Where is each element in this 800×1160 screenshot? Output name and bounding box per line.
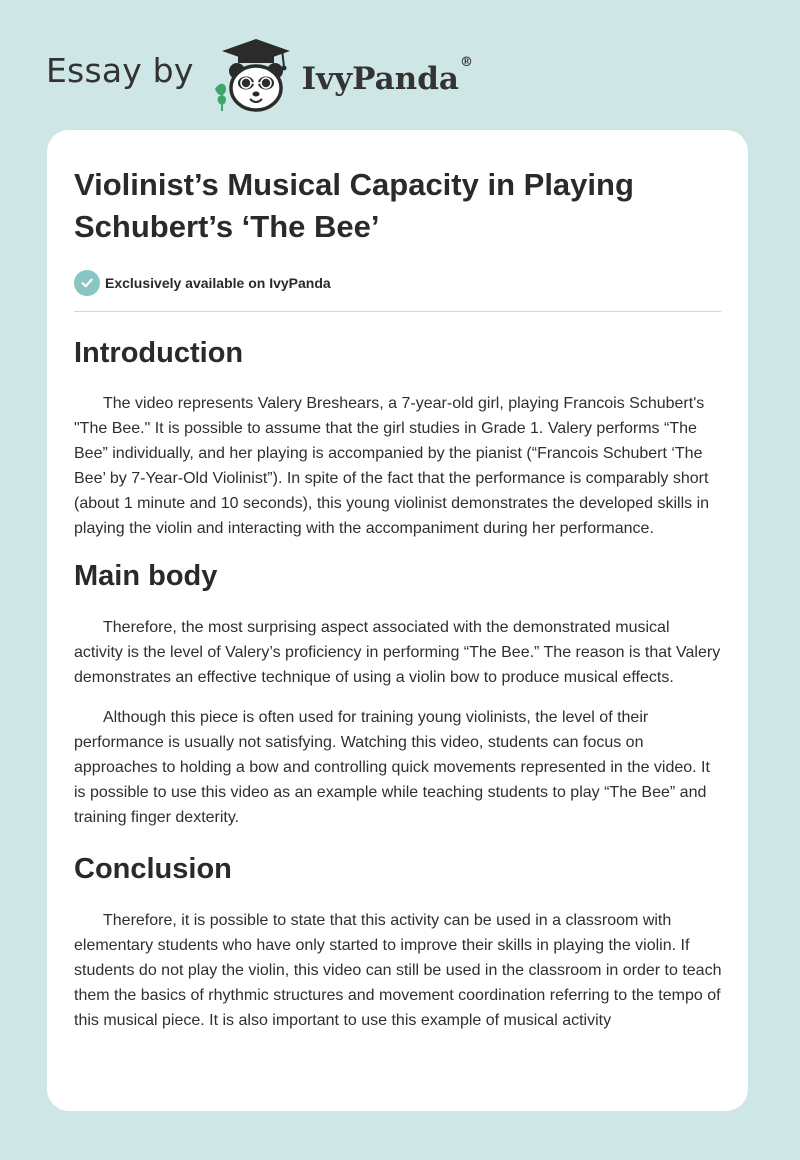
exclusive-badge: [74, 268, 722, 298]
section-heading-main-body: Main body: [74, 560, 218, 592]
paragraph: Therefore, the most surprising aspect associated with the demonstrated musical activity is the level of Valery’s proficiency in performing “The Bee.” The reason is that Valery demonstrates an effective technique of using a violin bow to produce musical effects.: [74, 619, 721, 686]
brand-prefix: Essay by: [46, 50, 194, 90]
essay-title: Violinist’s Musical Capacity in Playing Schubert’s ‘The Bee’: [74, 167, 634, 244]
divider: [74, 311, 721, 312]
paragraph: Therefore, it is possible to state that this activity can be used in a classroom with elementary students who have only started to improve their skills in playing the violin. If students do not play the violin, this video can still be used in the classroom in order to teach them the basics of rhythmic structures and movement coordination referring to the tempo of this musical piece. It is also important to use this example of musical activity: [74, 912, 722, 1029]
brand-header: [46, 36, 473, 116]
panda-logo-icon[interactable]: [210, 37, 300, 115]
section-heading-conclusion: Conclusion: [74, 853, 232, 885]
registered-mark: ®: [459, 55, 473, 70]
essay-card: [47, 130, 748, 1111]
exclusive-label: Exclusively available on IvyPanda: [105, 275, 331, 291]
paragraph: The video represents Valery Breshears, a 7-year-old girl, playing Francois Schubert's "The Bee." It is possible to assume that the girl studies in Grade 1. Valery performs “The Bee” individually, and her playing is accompanied by the pianist (“Francois Schubert ‘The Bee’ by 7-Year-Old Violinist”). In spite of the fact that the performance is comparably short (about 1 minute and 10 seconds), this young violinist demonstrates the developed skills in playing the violin and interacting with the accompaniment during her performance.: [74, 395, 710, 537]
brand-name[interactable]: [301, 55, 473, 97]
check-icon: [74, 270, 100, 296]
brand-name-text: IvyPanda: [301, 61, 459, 97]
paragraph: Although this piece is often used for training young violinists, the level of their performance is usually not satisfying. Watching this video, students can focus on approaches to holding a bow and controlling quick movements represented in the video. It is possible to use this video as an example while teaching students to play “The Bee” and training finger dexterity.: [74, 709, 710, 826]
section-heading-introduction: Introduction: [74, 337, 244, 369]
